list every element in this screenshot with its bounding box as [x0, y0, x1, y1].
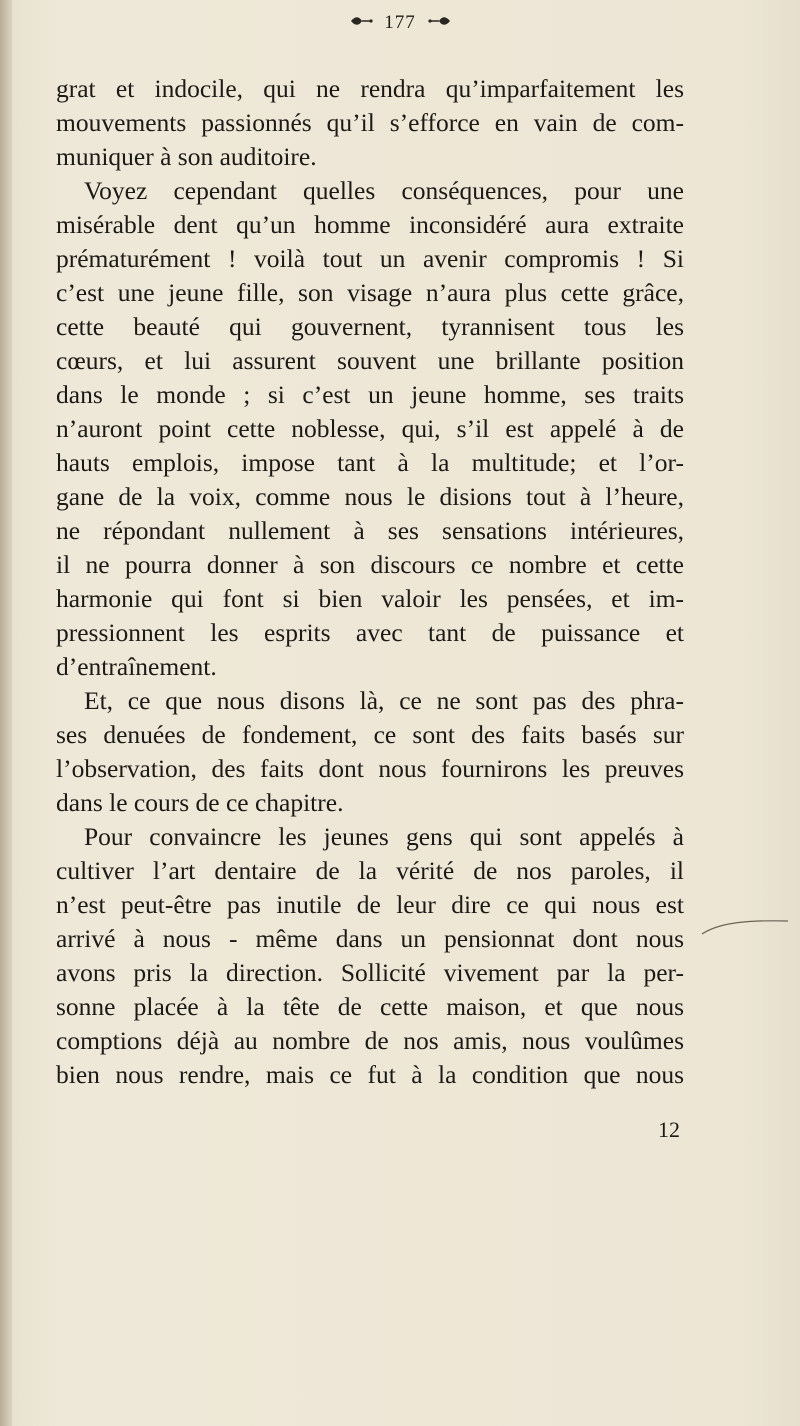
- text-line: sonne placée à la tête de cette maison, et que nous: [56, 992, 684, 1021]
- text-line: muniquer à son auditoire.: [56, 142, 317, 171]
- text-line: cultiver l’art dentaire de la vérité de nos paroles, il: [56, 856, 684, 885]
- text-line: misérable dent qu’un homme inconsidéré aura extraite: [56, 210, 684, 239]
- text-line: l’observation, des faits dont nous fournirons les preuves: [56, 754, 684, 783]
- text-line: avons pris la direction. Sollicité vivement par la per-: [56, 958, 684, 987]
- text-line: dans le cours de ce chapitre.: [56, 788, 344, 817]
- page-number: 177: [384, 12, 416, 33]
- binding-edge: [0, 0, 12, 1426]
- signature-mark: 12: [658, 1117, 680, 1142]
- left-ornament-icon: [349, 15, 373, 32]
- text-line: cœurs, et lui assurent souvent une brillante position: [56, 346, 684, 375]
- text-line: cette beauté qui gouvernent, tyrannisent tous les: [56, 312, 684, 341]
- text-line: pressionnent les esprits avec tant de puissance et: [56, 618, 684, 647]
- text-line: bien nous rendre, mais ce fut à la condition que nous: [56, 1060, 684, 1089]
- text-line: ne répondant nullement à ses sensations intérieures,: [56, 516, 684, 545]
- text-line: il ne pourra donner à son discours ce nombre et cette: [56, 550, 684, 579]
- text-line: n’auront point cette noblesse, qui, s’il est appelé à de: [56, 414, 684, 443]
- text-line: Et, ce que nous disons là, ce ne sont pas des phra-: [84, 686, 684, 715]
- text-line: ses denuées de fondement, ce sont des faits basés sur: [56, 720, 684, 749]
- text-line: comptions déjà au nombre de nos amis, nous voulûmes: [56, 1026, 684, 1055]
- margin-pencil-mark: [700, 918, 790, 943]
- text-line: c’est une jeune fille, son visage n’aura plus cette grâce,: [56, 278, 684, 307]
- text-line: Pour convaincre les jeunes gens qui sont appelés à: [84, 822, 684, 851]
- text-line: hauts emplois, impose tant à la multitude; et l’or-: [56, 448, 684, 477]
- text-line: mouvements passionnés qu’il s’efforce en vain de com-: [56, 108, 684, 137]
- text-line: d’entraînement.: [56, 652, 217, 681]
- running-head: [0, 12, 800, 38]
- text-line: gane de la voix, comme nous le disions tout à l’heure,: [56, 482, 684, 511]
- text-line: Voyez cependant quelles conséquences, pour une: [84, 176, 684, 205]
- text-line: arrivé à nous - même dans un pensionnat dont nous: [56, 924, 684, 953]
- right-ornament-icon: [428, 15, 452, 32]
- text-line: prématurément ! voilà tout un avenir compromis ! Si: [56, 244, 684, 273]
- text-line: grat et indocile, qui ne rendra qu’imparfaitement les: [56, 74, 684, 103]
- text-line: n’est peut-être pas inutile de leur dire ce qui nous est: [56, 890, 684, 919]
- text-line: dans le monde ; si c’est un jeune homme, ses traits: [56, 380, 684, 409]
- text-line: harmonie qui font si bien valoir les pensées, et im-: [56, 584, 684, 613]
